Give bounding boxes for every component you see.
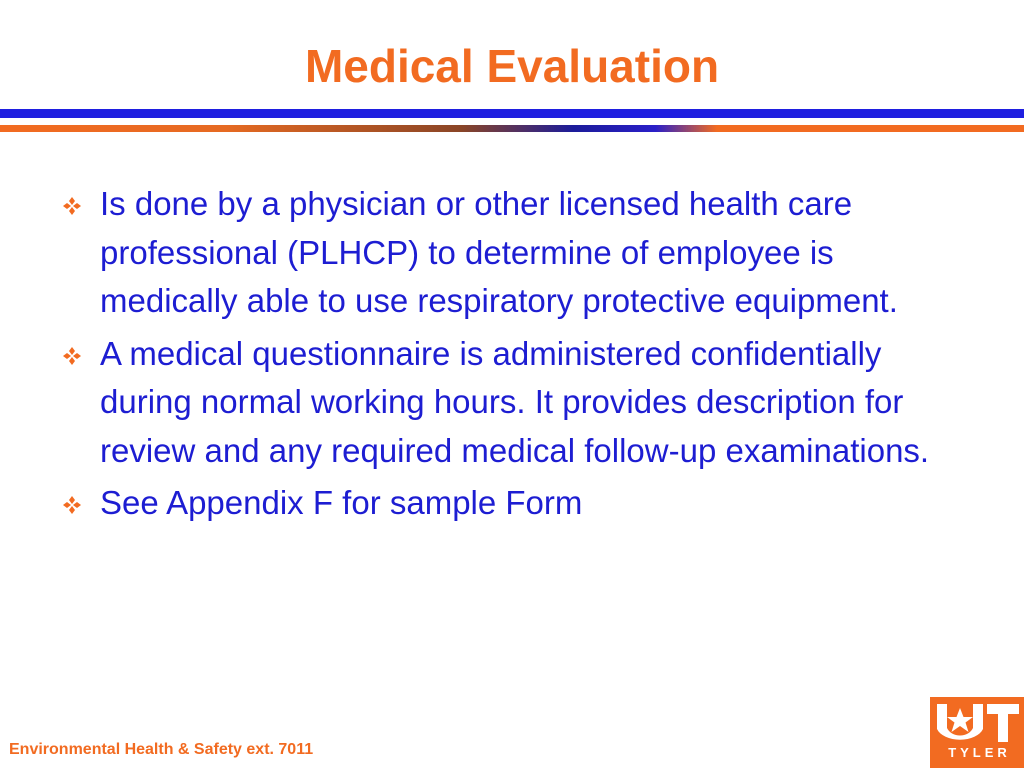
bullet-item bbox=[62, 180, 962, 326]
four-diamond-bullet-icon bbox=[62, 346, 82, 366]
title-rule-gradient bbox=[0, 125, 1024, 132]
title-rule-blue bbox=[0, 109, 1024, 118]
bullet-item bbox=[62, 479, 962, 528]
bullet-list bbox=[62, 180, 962, 532]
ut-tyler-star-logo-icon bbox=[935, 702, 1020, 744]
footer-text: Environmental Health & Safety ext. 7011 bbox=[9, 741, 314, 758]
bullet-text: See Appendix F for sample Form bbox=[100, 484, 583, 521]
ut-tyler-logo bbox=[930, 697, 1024, 768]
four-diamond-bullet-icon bbox=[62, 495, 82, 515]
four-diamond-bullet-icon bbox=[62, 196, 82, 216]
bullet-item bbox=[62, 330, 962, 476]
slide-title: Medical Evaluation bbox=[304, 40, 720, 92]
logo-text: TYLER bbox=[948, 745, 1011, 760]
bullet-text: Is done by a physician or other licensed health care professional (PLHCP) to determine of employee is medically able to use respiratory protective equipment. bbox=[100, 185, 898, 319]
bullet-text: A medical questionnaire is administered confidentially during normal working hours. It provides description for review and any required medical follow-up examinations. bbox=[100, 334, 930, 469]
